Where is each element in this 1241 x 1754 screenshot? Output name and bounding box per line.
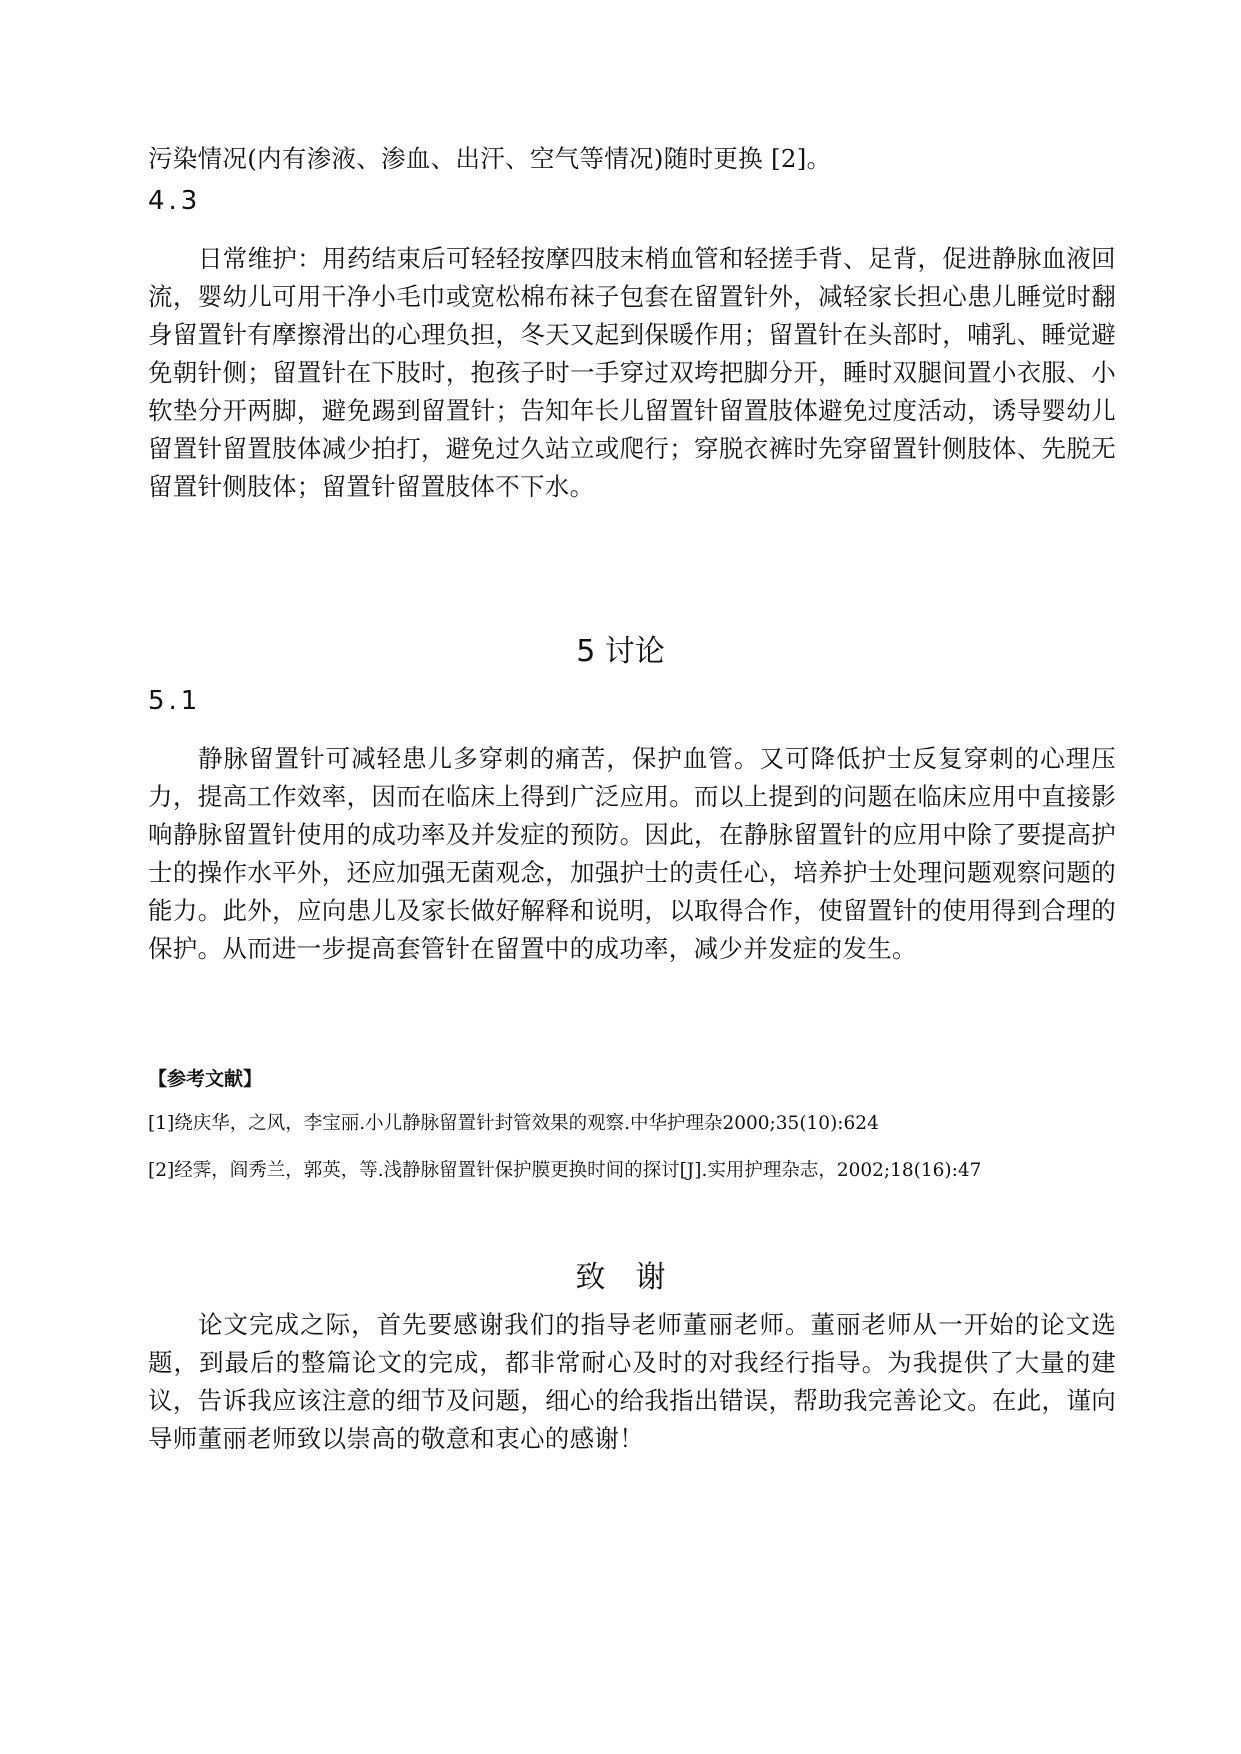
reference-item: [1]绕庆华，之风，李宝丽.小儿静脉留置针封管效果的观察.中华护理杂2000;35(10):624 [148,1113,879,1134]
section-4-3-heading: 4.3 [148,186,202,216]
section-5-1-heading: 5.1 [148,686,202,716]
continuation-paragraph: 污染情况(内有渗液、渗血、出汗、空气等情况)随时更换 [2]。 [148,144,832,173]
references-heading: 【参考文献】 [148,1068,263,1090]
chapter-5-title: 5 讨论 [576,634,665,669]
section-5-1-paragraph: 静脉留置针可减轻患儿多穿刺的痛苦，保护血管。又可降低护士反复穿刺的心理压力，提高工作效率，因而在临床上得到广泛应用。而以上提到的问题在临床应用中直接影响静脉留置针使用的成功率及并发症的预防。因此，在静脉留置针的应用中除了要提高护士的操作水平外，还应加强无菌观念，加强护士的责任心，培养护士处理问题观察问题的能力。此外，应向患儿及家长做好解释和说明，以取得合作，使留置针的使用得到合理的保护。从而进一步提高套管针在留置中的成功率，减少并发症的发生。 [148,744,1116,963]
section-4-3-paragraph: 日常维护：用药结束后可轻轻按摩四肢末梢血管和轻搓手背、足背，促进静脉血液回流，婴幼儿可用干净小毛巾或宽松棉布袜子包套在留置针外，减轻家长担心患儿睡觉时翻身留置针有摩擦滑出的心理负担，冬天又起到保暖作用；留置针在头部时，哺乳、睡觉避免朝针侧；留置针在下肢时，抱孩子时一手穿过双垮把脚分开，睡时双腿间置小衣服、小软垫分开两脚，避免踢到留置针；告知年长儿留置针留置肢体避免过度活动，诱导婴幼儿留置针留置肢体减少拍打，避免过久站立或爬行；穿脱衣裤时先穿留置针侧肢体、先脱无留置针侧肢体；留置针留置肢体不下水。 [148,244,1116,501]
reference-item: [2]经霁，阎秀兰，郭英，等.浅静脉留置针保护膜更换时间的探讨[J].实用护理杂志，2002;18(16):47 [148,1160,982,1181]
acknowledgement-paragraph: 论文完成之际，首先要感谢我们的指导老师董丽老师。董丽老师从一开始的论文选题，到最后的整篇论文的完成，都非常耐心及时的对我经行指导。为我提供了大量的建议，告诉我应该注意的细节及问题，细心的给我指出错误，帮助我完善论文。在此，谨向导师董丽老师致以崇高的敬意和衷心的感谢！ [148,1310,1116,1453]
acknowledgement-title: 致谢 [575,1260,696,1295]
